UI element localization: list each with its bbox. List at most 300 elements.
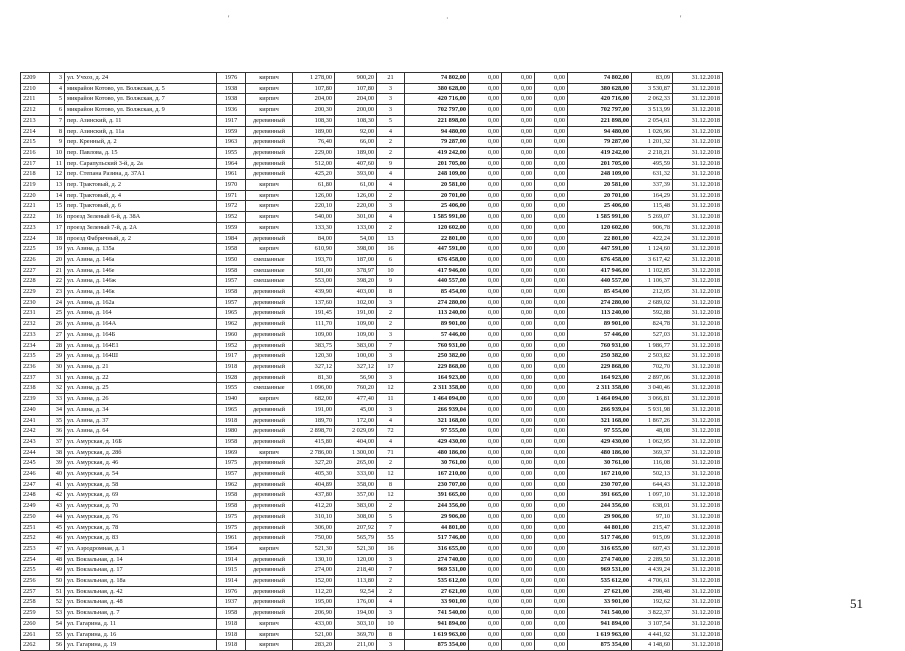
cost-per-sqm-cell: 48,08 bbox=[632, 426, 673, 437]
address-cell: ул. Вокзальная, д. 42 bbox=[65, 586, 217, 597]
address-cell: ул. Вокзальная, д. 14 bbox=[65, 554, 217, 565]
address-cell: ул. Азина, д. 26 bbox=[65, 394, 217, 405]
year-built-cell: 1918 bbox=[217, 618, 246, 629]
residual-cost-cell: 164 923,00 bbox=[568, 372, 632, 383]
living-area-cell: 100,00 bbox=[335, 351, 377, 362]
item-number-cell: 20 bbox=[50, 254, 65, 265]
address-cell: ул. Вокзальная, д. 18а bbox=[65, 576, 217, 587]
col-c-cell: 0,00 bbox=[535, 543, 568, 554]
col-c-cell: 0,00 bbox=[535, 586, 568, 597]
cost-per-sqm-cell: 192,62 bbox=[632, 597, 673, 608]
cost-per-sqm-cell: 1 201,32 bbox=[632, 137, 673, 148]
row-number-cell: 2225 bbox=[21, 244, 50, 255]
cost-per-sqm-cell: 2 062,33 bbox=[632, 94, 673, 105]
address-cell: микрайон Котово, ул. Волжская, д. 9 bbox=[65, 105, 217, 116]
residual-cost-cell: 244 356,00 bbox=[568, 501, 632, 512]
year-built-cell: 1959 bbox=[217, 222, 246, 233]
item-number-cell: 6 bbox=[50, 105, 65, 116]
item-number-cell: 29 bbox=[50, 351, 65, 362]
scan-specks: ' · ' bbox=[228, 14, 682, 23]
living-area-cell: 403,00 bbox=[335, 287, 377, 298]
initial-cost-cell: 676 458,00 bbox=[405, 254, 469, 265]
living-area-cell: 92,00 bbox=[335, 126, 377, 137]
total-area-cell: 195,00 bbox=[293, 597, 335, 608]
year-built-cell: 1971 bbox=[217, 190, 246, 201]
table-row bbox=[21, 319, 723, 330]
residents-cell: 16 bbox=[377, 244, 405, 255]
col-a-cell: 0,00 bbox=[469, 361, 502, 372]
date-cell: 31.12.2018 bbox=[673, 511, 723, 522]
item-number-cell: 4 bbox=[50, 83, 65, 94]
total-area-cell: 425,20 bbox=[293, 169, 335, 180]
residents-cell: 7 bbox=[377, 565, 405, 576]
row-number-cell: 2245 bbox=[21, 458, 50, 469]
residual-cost-cell: 480 186,00 bbox=[568, 447, 632, 458]
table-row bbox=[21, 511, 723, 522]
col-c-cell: 0,00 bbox=[535, 361, 568, 372]
cost-per-sqm-cell: 2 054,61 bbox=[632, 115, 673, 126]
year-built-cell: 1955 bbox=[217, 383, 246, 394]
item-number-cell: 42 bbox=[50, 490, 65, 501]
table-row bbox=[21, 426, 723, 437]
initial-cost-cell: 419 242,00 bbox=[405, 147, 469, 158]
col-a-cell: 0,00 bbox=[469, 180, 502, 191]
initial-cost-cell: 79 287,00 bbox=[405, 137, 469, 148]
wall-material-cell: кирпич bbox=[246, 180, 293, 191]
row-number-cell: 2251 bbox=[21, 522, 50, 533]
table-row bbox=[21, 126, 723, 137]
living-area-cell: 211,00 bbox=[335, 640, 377, 651]
residents-cell: 2 bbox=[377, 147, 405, 158]
address-cell: микрайон Котово, ул. Волжская, д. 7 bbox=[65, 94, 217, 105]
col-c-cell: 0,00 bbox=[535, 244, 568, 255]
living-area-cell: 404,00 bbox=[335, 436, 377, 447]
row-number-cell: 2247 bbox=[21, 479, 50, 490]
total-area-cell: 204,00 bbox=[293, 94, 335, 105]
total-area-cell: 193,70 bbox=[293, 254, 335, 265]
date-cell: 31.12.2018 bbox=[673, 115, 723, 126]
address-cell: пер. Кренный, д. 2 bbox=[65, 137, 217, 148]
item-number-cell: 55 bbox=[50, 629, 65, 640]
residents-cell: 12 bbox=[377, 490, 405, 501]
address-cell: ул. Амурская, д. 69 bbox=[65, 490, 217, 501]
cost-per-sqm-cell: 2 689,02 bbox=[632, 297, 673, 308]
item-number-cell: 16 bbox=[50, 212, 65, 223]
col-b-cell: 0,00 bbox=[502, 404, 535, 415]
cost-per-sqm-cell: 369,37 bbox=[632, 447, 673, 458]
wall-material-cell: кирпич bbox=[246, 640, 293, 651]
residual-cost-cell: 97 555,00 bbox=[568, 426, 632, 437]
total-area-cell: 1 096,00 bbox=[293, 383, 335, 394]
wall-material-cell: деревянный bbox=[246, 511, 293, 522]
date-cell: 31.12.2018 bbox=[673, 543, 723, 554]
residents-cell: 3 bbox=[377, 201, 405, 212]
cost-per-sqm-cell: 824,78 bbox=[632, 319, 673, 330]
residual-cost-cell: 27 621,00 bbox=[568, 586, 632, 597]
item-number-cell: 15 bbox=[50, 201, 65, 212]
table-row bbox=[21, 383, 723, 394]
initial-cost-cell: 447 591,00 bbox=[405, 244, 469, 255]
year-built-cell: 1960 bbox=[217, 329, 246, 340]
item-number-cell: 48 bbox=[50, 554, 65, 565]
total-area-cell: 133,30 bbox=[293, 222, 335, 233]
table-row bbox=[21, 169, 723, 180]
living-area-cell: 407,60 bbox=[335, 158, 377, 169]
total-area-cell: 750,00 bbox=[293, 533, 335, 544]
item-number-cell: 46 bbox=[50, 533, 65, 544]
item-number-cell: 52 bbox=[50, 597, 65, 608]
row-number-cell: 2236 bbox=[21, 361, 50, 372]
residual-cost-cell: 969 531,00 bbox=[568, 565, 632, 576]
living-area-cell: 45,00 bbox=[335, 404, 377, 415]
residual-cost-cell: 420 716,00 bbox=[568, 94, 632, 105]
col-c-cell: 0,00 bbox=[535, 458, 568, 469]
year-built-cell: 1964 bbox=[217, 158, 246, 169]
table-row bbox=[21, 618, 723, 629]
col-c-cell: 0,00 bbox=[535, 308, 568, 319]
table-row bbox=[21, 340, 723, 351]
col-a-cell: 0,00 bbox=[469, 629, 502, 640]
total-area-cell: 501,00 bbox=[293, 265, 335, 276]
col-a-cell: 0,00 bbox=[469, 222, 502, 233]
cost-per-sqm-cell: 607,43 bbox=[632, 543, 673, 554]
col-c-cell: 0,00 bbox=[535, 73, 568, 84]
col-c-cell: 0,00 bbox=[535, 479, 568, 490]
year-built-cell: 1958 bbox=[217, 490, 246, 501]
col-b-cell: 0,00 bbox=[502, 543, 535, 554]
wall-material-cell: деревянный bbox=[246, 490, 293, 501]
row-number-cell: 2211 bbox=[21, 94, 50, 105]
residents-cell: 4 bbox=[377, 436, 405, 447]
initial-cost-cell: 230 707,00 bbox=[405, 479, 469, 490]
residual-cost-cell: 57 446,00 bbox=[568, 329, 632, 340]
row-number-cell: 2209 bbox=[21, 73, 50, 84]
residual-cost-cell: 760 931,00 bbox=[568, 340, 632, 351]
year-built-cell: 1957 bbox=[217, 297, 246, 308]
residual-cost-cell: 221 898,00 bbox=[568, 115, 632, 126]
year-built-cell: 1938 bbox=[217, 83, 246, 94]
cost-per-sqm-cell: 3 040,46 bbox=[632, 383, 673, 394]
date-cell: 31.12.2018 bbox=[673, 608, 723, 619]
col-b-cell: 0,00 bbox=[502, 554, 535, 565]
residual-cost-cell: 248 109,00 bbox=[568, 169, 632, 180]
date-cell: 31.12.2018 bbox=[673, 276, 723, 287]
item-number-cell: 37 bbox=[50, 436, 65, 447]
year-built-cell: 1957 bbox=[217, 276, 246, 287]
living-area-cell: 358,00 bbox=[335, 479, 377, 490]
total-area-cell: 512,00 bbox=[293, 158, 335, 169]
col-c-cell: 0,00 bbox=[535, 180, 568, 191]
col-b-cell: 0,00 bbox=[502, 73, 535, 84]
col-b-cell: 0,00 bbox=[502, 426, 535, 437]
residents-cell: 2 bbox=[377, 319, 405, 330]
col-b-cell: 0,00 bbox=[502, 629, 535, 640]
col-b-cell: 0,00 bbox=[502, 383, 535, 394]
cost-per-sqm-cell: 3 107,54 bbox=[632, 618, 673, 629]
initial-cost-cell: 221 898,00 bbox=[405, 115, 469, 126]
residents-cell: 2 bbox=[377, 501, 405, 512]
row-number-cell: 2226 bbox=[21, 254, 50, 265]
year-built-cell: 1964 bbox=[217, 543, 246, 554]
total-area-cell: 200,30 bbox=[293, 105, 335, 116]
address-cell: ул. Азина, д. 162а bbox=[65, 297, 217, 308]
year-built-cell: 1958 bbox=[217, 244, 246, 255]
year-built-cell: 1914 bbox=[217, 554, 246, 565]
residents-cell: 2 bbox=[377, 137, 405, 148]
col-b-cell: 0,00 bbox=[502, 233, 535, 244]
table-row bbox=[21, 490, 723, 501]
row-number-cell: 2227 bbox=[21, 265, 50, 276]
cost-per-sqm-cell: 1 102,85 bbox=[632, 265, 673, 276]
row-number-cell: 2233 bbox=[21, 329, 50, 340]
initial-cost-cell: 741 540,00 bbox=[405, 608, 469, 619]
residents-cell: 21 bbox=[377, 73, 405, 84]
col-b-cell: 0,00 bbox=[502, 297, 535, 308]
wall-material-cell: деревянный bbox=[246, 501, 293, 512]
residual-cost-cell: 447 591,00 bbox=[568, 244, 632, 255]
address-cell: ул. Азина, д. 22 bbox=[65, 372, 217, 383]
col-b-cell: 0,00 bbox=[502, 319, 535, 330]
wall-material-cell: деревянный bbox=[246, 554, 293, 565]
item-number-cell: 53 bbox=[50, 608, 65, 619]
initial-cost-cell: 420 716,00 bbox=[405, 94, 469, 105]
col-c-cell: 0,00 bbox=[535, 501, 568, 512]
col-b-cell: 0,00 bbox=[502, 533, 535, 544]
col-b-cell: 0,00 bbox=[502, 576, 535, 587]
cost-per-sqm-cell: 527,03 bbox=[632, 329, 673, 340]
row-number-cell: 2218 bbox=[21, 169, 50, 180]
row-number-cell: 2231 bbox=[21, 308, 50, 319]
col-c-cell: 0,00 bbox=[535, 640, 568, 651]
residents-cell: 3 bbox=[377, 372, 405, 383]
table-row bbox=[21, 308, 723, 319]
table-row bbox=[21, 137, 723, 148]
row-number-cell: 2230 bbox=[21, 297, 50, 308]
total-area-cell: 191,00 bbox=[293, 404, 335, 415]
wall-material-cell: деревянный bbox=[246, 533, 293, 544]
table-row bbox=[21, 329, 723, 340]
cost-per-sqm-cell: 4 148,60 bbox=[632, 640, 673, 651]
cost-per-sqm-cell: 3 513,99 bbox=[632, 105, 673, 116]
date-cell: 31.12.2018 bbox=[673, 479, 723, 490]
initial-cost-cell: 94 480,00 bbox=[405, 126, 469, 137]
col-c-cell: 0,00 bbox=[535, 404, 568, 415]
living-area-cell: 107,80 bbox=[335, 83, 377, 94]
cost-per-sqm-cell: 215,47 bbox=[632, 522, 673, 533]
cost-per-sqm-cell: 3 530,87 bbox=[632, 83, 673, 94]
col-a-cell: 0,00 bbox=[469, 543, 502, 554]
year-built-cell: 1918 bbox=[217, 640, 246, 651]
wall-material-cell: деревянный bbox=[246, 436, 293, 447]
col-a-cell: 0,00 bbox=[469, 126, 502, 137]
col-b-cell: 0,00 bbox=[502, 308, 535, 319]
living-area-cell: 357,00 bbox=[335, 490, 377, 501]
wall-material-cell: деревянный bbox=[246, 126, 293, 137]
date-cell: 31.12.2018 bbox=[673, 394, 723, 405]
residents-cell: 4 bbox=[377, 415, 405, 426]
living-area-cell: 61,00 bbox=[335, 180, 377, 191]
residual-cost-cell: 113 240,00 bbox=[568, 308, 632, 319]
residual-cost-cell: 941 894,00 bbox=[568, 618, 632, 629]
living-area-cell: 54,00 bbox=[335, 233, 377, 244]
address-cell: пер. Трактовый, д. 4 bbox=[65, 190, 217, 201]
cost-per-sqm-cell: 2 218,21 bbox=[632, 147, 673, 158]
date-cell: 31.12.2018 bbox=[673, 265, 723, 276]
date-cell: 31.12.2018 bbox=[673, 222, 723, 233]
row-number-cell: 2253 bbox=[21, 543, 50, 554]
residual-cost-cell: 741 540,00 bbox=[568, 608, 632, 619]
living-area-cell: 133,00 bbox=[335, 222, 377, 233]
col-b-cell: 0,00 bbox=[502, 147, 535, 158]
col-c-cell: 0,00 bbox=[535, 265, 568, 276]
initial-cost-cell: 33 901,00 bbox=[405, 597, 469, 608]
col-b-cell: 0,00 bbox=[502, 372, 535, 383]
item-number-cell: 7 bbox=[50, 115, 65, 126]
col-c-cell: 0,00 bbox=[535, 190, 568, 201]
initial-cost-cell: 57 446,00 bbox=[405, 329, 469, 340]
year-built-cell: 1940 bbox=[217, 394, 246, 405]
wall-material-cell: кирпич bbox=[246, 244, 293, 255]
date-cell: 31.12.2018 bbox=[673, 147, 723, 158]
cost-per-sqm-cell: 906,78 bbox=[632, 222, 673, 233]
row-number-cell: 2212 bbox=[21, 105, 50, 116]
address-cell: ул. Азина, д. 146а bbox=[65, 254, 217, 265]
year-built-cell: 1918 bbox=[217, 361, 246, 372]
address-cell: ул. Амурская, д. 46 bbox=[65, 458, 217, 469]
col-b-cell: 0,00 bbox=[502, 640, 535, 651]
year-built-cell: 1936 bbox=[217, 105, 246, 116]
address-cell: ул. Азина, д. 164 bbox=[65, 308, 217, 319]
table-row bbox=[21, 458, 723, 469]
living-area-cell: 176,00 bbox=[335, 597, 377, 608]
wall-material-cell: кирпич bbox=[246, 212, 293, 223]
item-number-cell: 47 bbox=[50, 543, 65, 554]
address-cell: ул. Азина, д. 146к bbox=[65, 287, 217, 298]
residents-cell: 5 bbox=[377, 511, 405, 522]
item-number-cell: 5 bbox=[50, 94, 65, 105]
address-cell: пер. Трактовый, д. 6 bbox=[65, 201, 217, 212]
year-built-cell: 1938 bbox=[217, 94, 246, 105]
year-built-cell: 1975 bbox=[217, 522, 246, 533]
residual-cost-cell: 201 705,00 bbox=[568, 158, 632, 169]
table-row bbox=[21, 629, 723, 640]
date-cell: 31.12.2018 bbox=[673, 361, 723, 372]
initial-cost-cell: 266 939,04 bbox=[405, 404, 469, 415]
table-row bbox=[21, 276, 723, 287]
row-number-cell: 2228 bbox=[21, 276, 50, 287]
table-row bbox=[21, 158, 723, 169]
wall-material-cell: деревянный bbox=[246, 351, 293, 362]
date-cell: 31.12.2018 bbox=[673, 340, 723, 351]
date-cell: 31.12.2018 bbox=[673, 73, 723, 84]
col-c-cell: 0,00 bbox=[535, 436, 568, 447]
total-area-cell: 84,00 bbox=[293, 233, 335, 244]
item-number-cell: 8 bbox=[50, 126, 65, 137]
residents-cell: 17 bbox=[377, 361, 405, 372]
address-cell: ул. Азина, д. 25 bbox=[65, 383, 217, 394]
col-b-cell: 0,00 bbox=[502, 180, 535, 191]
wall-material-cell: деревянный bbox=[246, 372, 293, 383]
item-number-cell: 50 bbox=[50, 576, 65, 587]
residents-cell: 3 bbox=[377, 554, 405, 565]
residual-cost-cell: 33 901,00 bbox=[568, 597, 632, 608]
living-area-cell: 189,00 bbox=[335, 147, 377, 158]
table-row bbox=[21, 94, 723, 105]
col-a-cell: 0,00 bbox=[469, 115, 502, 126]
col-b-cell: 0,00 bbox=[502, 94, 535, 105]
col-c-cell: 0,00 bbox=[535, 115, 568, 126]
living-area-cell: 265,00 bbox=[335, 458, 377, 469]
wall-material-cell: деревянный bbox=[246, 597, 293, 608]
item-number-cell: 28 bbox=[50, 340, 65, 351]
total-area-cell: 189,70 bbox=[293, 415, 335, 426]
row-number-cell: 2249 bbox=[21, 501, 50, 512]
year-built-cell: 1958 bbox=[217, 265, 246, 276]
initial-cost-cell: 1 585 991,00 bbox=[405, 212, 469, 223]
total-area-cell: 120,30 bbox=[293, 351, 335, 362]
cost-per-sqm-cell: 83,09 bbox=[632, 73, 673, 84]
address-cell: ул. Азина, д. 135а bbox=[65, 244, 217, 255]
total-area-cell: 327,20 bbox=[293, 458, 335, 469]
wall-material-cell: деревянный bbox=[246, 404, 293, 415]
col-b-cell: 0,00 bbox=[502, 254, 535, 265]
living-area-cell: 56,90 bbox=[335, 372, 377, 383]
wall-material-cell: деревянный bbox=[246, 361, 293, 372]
living-area-cell: 303,10 bbox=[335, 618, 377, 629]
residents-cell: 2 bbox=[377, 576, 405, 587]
item-number-cell: 25 bbox=[50, 308, 65, 319]
col-c-cell: 0,00 bbox=[535, 522, 568, 533]
item-number-cell: 40 bbox=[50, 469, 65, 480]
date-cell: 31.12.2018 bbox=[673, 329, 723, 340]
living-area-cell: 900,20 bbox=[335, 73, 377, 84]
col-a-cell: 0,00 bbox=[469, 565, 502, 576]
living-area-cell: 207,92 bbox=[335, 522, 377, 533]
year-built-cell: 1957 bbox=[217, 469, 246, 480]
address-cell: пер. Трактовый, д. 2 bbox=[65, 180, 217, 191]
address-cell: ул. Амурская, д. 16Б bbox=[65, 436, 217, 447]
col-a-cell: 0,00 bbox=[469, 83, 502, 94]
initial-cost-cell: 702 797,00 bbox=[405, 105, 469, 116]
table-row bbox=[21, 147, 723, 158]
initial-cost-cell: 440 557,00 bbox=[405, 276, 469, 287]
initial-cost-cell: 89 901,00 bbox=[405, 319, 469, 330]
living-area-cell: 92,54 bbox=[335, 586, 377, 597]
residents-cell: 8 bbox=[377, 479, 405, 490]
date-cell: 31.12.2018 bbox=[673, 576, 723, 587]
wall-material-cell: деревянный bbox=[246, 586, 293, 597]
residual-cost-cell: 22 801,00 bbox=[568, 233, 632, 244]
year-built-cell: 1969 bbox=[217, 447, 246, 458]
living-area-cell: 66,00 bbox=[335, 137, 377, 148]
item-number-cell: 44 bbox=[50, 511, 65, 522]
year-built-cell: 1918 bbox=[217, 629, 246, 640]
item-number-cell: 31 bbox=[50, 372, 65, 383]
col-b-cell: 0,00 bbox=[502, 169, 535, 180]
wall-material-cell: кирпич bbox=[246, 618, 293, 629]
year-built-cell: 1958 bbox=[217, 501, 246, 512]
date-cell: 31.12.2018 bbox=[673, 597, 723, 608]
col-b-cell: 0,00 bbox=[502, 597, 535, 608]
col-b-cell: 0,00 bbox=[502, 190, 535, 201]
col-c-cell: 0,00 bbox=[535, 254, 568, 265]
initial-cost-cell: 20 701,00 bbox=[405, 190, 469, 201]
item-number-cell: 17 bbox=[50, 222, 65, 233]
initial-cost-cell: 20 581,00 bbox=[405, 180, 469, 191]
col-a-cell: 0,00 bbox=[469, 319, 502, 330]
living-area-cell: 327,12 bbox=[335, 361, 377, 372]
cost-per-sqm-cell: 298,48 bbox=[632, 586, 673, 597]
